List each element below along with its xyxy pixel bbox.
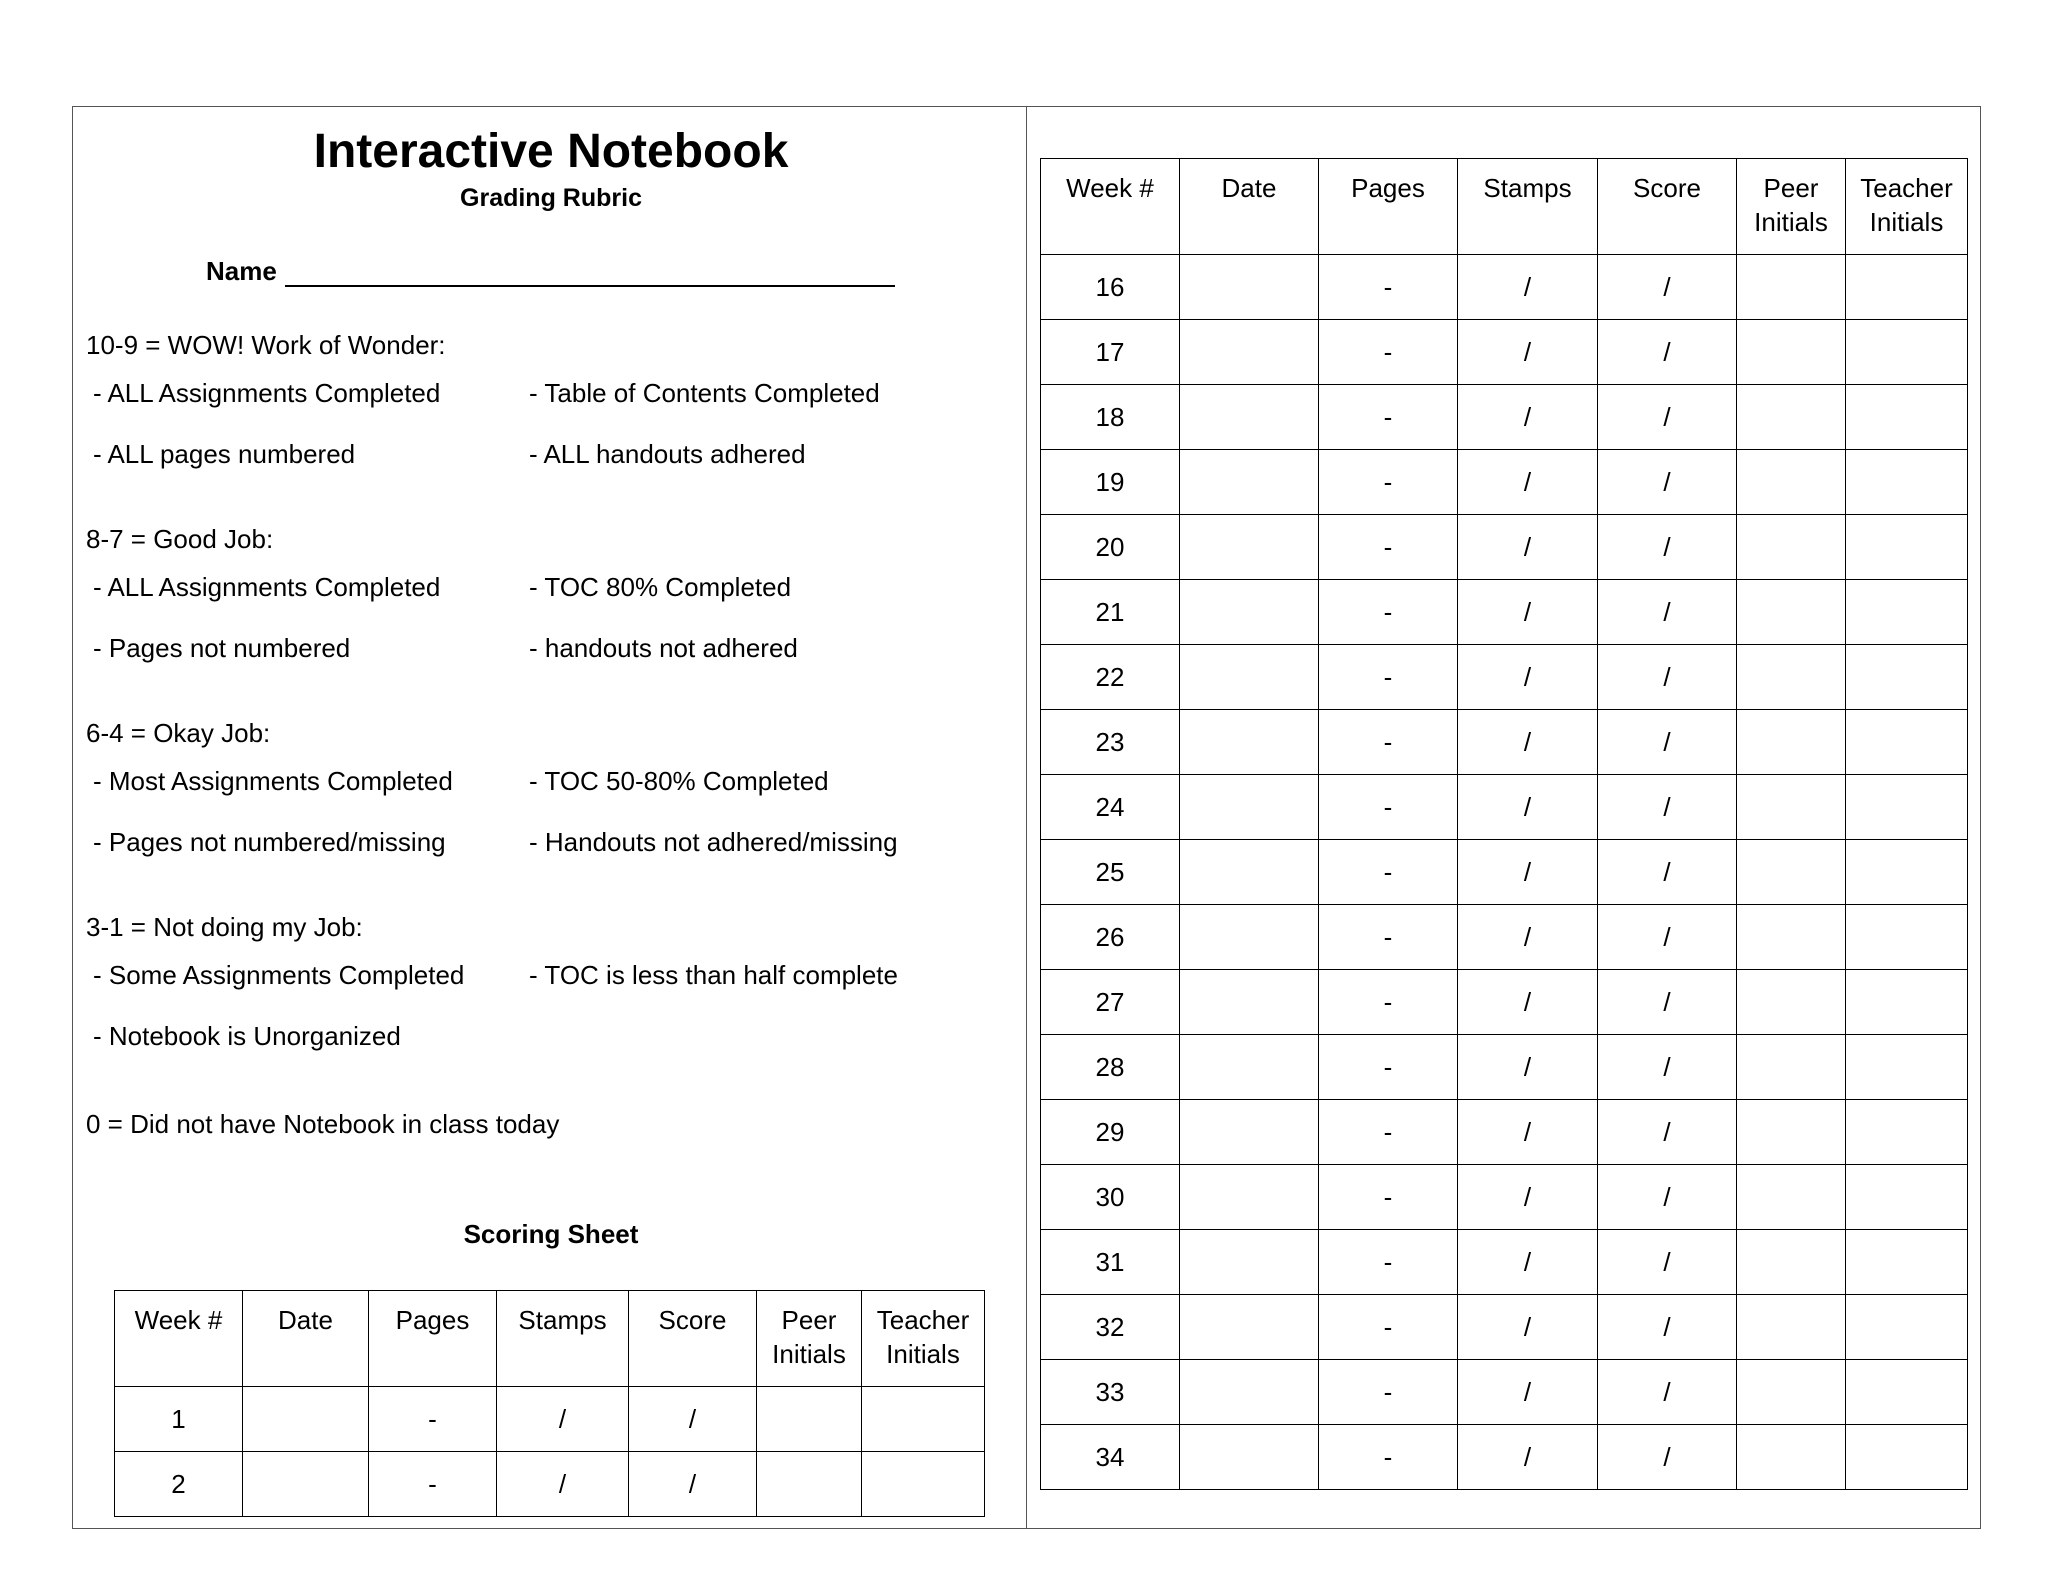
score-cell: / bbox=[1598, 450, 1737, 515]
score-cell: / bbox=[1598, 580, 1737, 645]
stamps-cell: / bbox=[1458, 1100, 1598, 1165]
date-cell[interactable] bbox=[1180, 320, 1319, 385]
name-row bbox=[206, 256, 895, 287]
date-cell[interactable] bbox=[1180, 905, 1319, 970]
peer-initials-cell[interactable] bbox=[1737, 1100, 1846, 1165]
table-row bbox=[1041, 385, 1968, 450]
teacher-initials-cell[interactable] bbox=[1846, 385, 1968, 450]
pages-cell: - bbox=[1319, 1295, 1458, 1360]
table-row bbox=[1041, 1035, 1968, 1100]
pages-cell: - bbox=[369, 1387, 497, 1452]
score-cell: / bbox=[1598, 515, 1737, 580]
table-row bbox=[1041, 905, 1968, 970]
date-cell[interactable] bbox=[243, 1452, 369, 1517]
rubric-item: - Most Assignments Completed bbox=[93, 766, 453, 796]
date-cell[interactable] bbox=[1180, 385, 1319, 450]
date-cell[interactable] bbox=[1180, 1230, 1319, 1295]
rubric-item: - TOC 50-80% Completed bbox=[529, 766, 829, 796]
peer-initials-cell[interactable] bbox=[1737, 645, 1846, 710]
teacher-initials-cell[interactable] bbox=[1846, 645, 1968, 710]
table-row bbox=[1041, 840, 1968, 905]
stamps-cell: / bbox=[1458, 1035, 1598, 1100]
rubric-item: - Notebook is Unorganized bbox=[93, 1021, 401, 1051]
date-cell[interactable] bbox=[1180, 255, 1319, 320]
teacher-initials-cell[interactable] bbox=[1846, 320, 1968, 385]
teacher-initials-cell[interactable] bbox=[1846, 840, 1968, 905]
table-row bbox=[1041, 320, 1968, 385]
column-header-stamps: Stamps bbox=[1458, 159, 1598, 255]
score-cell: / bbox=[1598, 775, 1737, 840]
week-cell: 21 bbox=[1041, 580, 1180, 645]
stamps-cell: / bbox=[1458, 515, 1598, 580]
score-cell: / bbox=[1598, 1295, 1737, 1360]
teacher-initials-cell[interactable] bbox=[1846, 255, 1968, 320]
score-cell: / bbox=[1598, 320, 1737, 385]
peer-initials-cell[interactable] bbox=[1737, 1230, 1846, 1295]
teacher-initials-cell[interactable] bbox=[1846, 1165, 1968, 1230]
table-body bbox=[1041, 255, 1968, 1490]
stamps-cell: / bbox=[497, 1387, 629, 1452]
pages-cell: - bbox=[1319, 385, 1458, 450]
table-row bbox=[1041, 645, 1968, 710]
date-cell[interactable] bbox=[243, 1387, 369, 1452]
peer-initials-cell[interactable] bbox=[1737, 385, 1846, 450]
rubric-item: - handouts not adhered bbox=[529, 633, 798, 663]
peer-initials-cell[interactable] bbox=[1737, 1295, 1846, 1360]
week-cell: 25 bbox=[1041, 840, 1180, 905]
scoring-table-right bbox=[1040, 158, 1968, 1490]
teacher-initials-cell[interactable] bbox=[1846, 970, 1968, 1035]
rubric-item: - ALL pages numbered bbox=[93, 439, 356, 469]
column-header-week: Week # bbox=[115, 1291, 243, 1387]
teacher-initials-cell[interactable] bbox=[1846, 580, 1968, 645]
score-cell: / bbox=[1598, 385, 1737, 450]
teacher-initials-cell[interactable] bbox=[1846, 450, 1968, 515]
peer-initials-cell[interactable] bbox=[1737, 970, 1846, 1035]
scoring-sheet-title: Scoring Sheet bbox=[463, 1219, 639, 1249]
score-cell: / bbox=[1598, 970, 1737, 1035]
stamps-cell: / bbox=[1458, 710, 1598, 775]
date-cell[interactable] bbox=[1180, 1100, 1319, 1165]
table-row bbox=[1041, 1100, 1968, 1165]
rubric-heading: 8-7 = Good Job: bbox=[86, 524, 274, 554]
pages-cell: - bbox=[1319, 1100, 1458, 1165]
stamps-cell: / bbox=[1458, 970, 1598, 1035]
teacher-initials-cell[interactable] bbox=[1846, 1425, 1968, 1490]
week-cell: 23 bbox=[1041, 710, 1180, 775]
peer-initials-cell[interactable] bbox=[1737, 320, 1846, 385]
date-cell[interactable] bbox=[1180, 1425, 1319, 1490]
table-row bbox=[1041, 1295, 1968, 1360]
rubric-item: - ALL Assignments Completed bbox=[93, 378, 441, 408]
week-cell: 22 bbox=[1041, 645, 1180, 710]
peer-initials-cell[interactable] bbox=[1737, 580, 1846, 645]
rubric-item: - TOC is less than half complete bbox=[529, 960, 898, 990]
pages-cell: - bbox=[1319, 515, 1458, 580]
column-header-week: Week # bbox=[1041, 159, 1180, 255]
table-body bbox=[115, 1387, 985, 1517]
stamps-cell: / bbox=[1458, 1425, 1598, 1490]
teacher-initials-cell[interactable] bbox=[1846, 1100, 1968, 1165]
table-row bbox=[1041, 1165, 1968, 1230]
rubric-heading: 6-4 = Okay Job: bbox=[86, 718, 271, 748]
week-cell: 32 bbox=[1041, 1295, 1180, 1360]
score-cell: / bbox=[1598, 255, 1737, 320]
column-header-peer-initials: Peer Initials bbox=[757, 1291, 862, 1387]
date-cell[interactable] bbox=[1180, 450, 1319, 515]
zero-score-line: 0 = Did not have Notebook in class today bbox=[86, 1109, 560, 1139]
peer-initials-cell[interactable] bbox=[1737, 1035, 1846, 1100]
teacher-initials-cell[interactable] bbox=[1846, 905, 1968, 970]
column-header-pages: Pages bbox=[1319, 159, 1458, 255]
score-cell: / bbox=[1598, 1165, 1737, 1230]
column-header-peer-initials: Peer Initials bbox=[1737, 159, 1846, 255]
date-cell[interactable] bbox=[1180, 1165, 1319, 1230]
table-row bbox=[1041, 580, 1968, 645]
stamps-cell: / bbox=[1458, 1230, 1598, 1295]
date-cell[interactable] bbox=[1180, 515, 1319, 580]
rubric-item: - Pages not numbered/missing bbox=[93, 827, 446, 857]
table-row bbox=[1041, 450, 1968, 515]
rubric-heading: 3-1 = Not doing my Job: bbox=[86, 912, 363, 942]
column-header-score: Score bbox=[629, 1291, 757, 1387]
table-row bbox=[1041, 255, 1968, 320]
date-cell[interactable] bbox=[1180, 1035, 1319, 1100]
date-cell[interactable] bbox=[1180, 1295, 1319, 1360]
peer-initials-cell[interactable] bbox=[1737, 905, 1846, 970]
score-cell: / bbox=[1598, 1100, 1737, 1165]
pages-cell: - bbox=[369, 1452, 497, 1517]
teacher-initials-cell[interactable] bbox=[1846, 515, 1968, 580]
teacher-initials-cell[interactable] bbox=[1846, 1230, 1968, 1295]
week-cell: 34 bbox=[1041, 1425, 1180, 1490]
column-header-teacher-initials: Teacher Initials bbox=[1846, 159, 1968, 255]
pages-cell: - bbox=[1319, 840, 1458, 905]
week-cell: 1 bbox=[115, 1387, 243, 1452]
teacher-initials-cell[interactable] bbox=[862, 1452, 985, 1517]
date-cell[interactable] bbox=[1180, 840, 1319, 905]
table-row bbox=[1041, 775, 1968, 840]
column-header-date: Date bbox=[243, 1291, 369, 1387]
peer-initials-cell[interactable] bbox=[1737, 710, 1846, 775]
peer-initials-cell[interactable] bbox=[1737, 840, 1846, 905]
teacher-initials-cell[interactable] bbox=[1846, 775, 1968, 840]
week-cell: 24 bbox=[1041, 775, 1180, 840]
pages-cell: - bbox=[1319, 1230, 1458, 1295]
teacher-initials-cell[interactable] bbox=[1846, 1360, 1968, 1425]
pages-cell: - bbox=[1319, 255, 1458, 320]
week-cell: 19 bbox=[1041, 450, 1180, 515]
score-cell: / bbox=[1598, 840, 1737, 905]
column-header-teacher-initials: Teacher Initials bbox=[862, 1291, 985, 1387]
score-cell: / bbox=[1598, 1035, 1737, 1100]
date-cell[interactable] bbox=[1180, 1360, 1319, 1425]
column-header-score: Score bbox=[1598, 159, 1737, 255]
column-header-stamps: Stamps bbox=[497, 1291, 629, 1387]
table-row bbox=[115, 1387, 985, 1452]
week-cell: 18 bbox=[1041, 385, 1180, 450]
week-cell: 26 bbox=[1041, 905, 1180, 970]
pages-cell: - bbox=[1319, 775, 1458, 840]
peer-initials-cell[interactable] bbox=[1737, 775, 1846, 840]
stamps-cell: / bbox=[1458, 905, 1598, 970]
table-row bbox=[1041, 515, 1968, 580]
week-cell: 30 bbox=[1041, 1165, 1180, 1230]
date-cell[interactable] bbox=[1180, 710, 1319, 775]
stamps-cell: / bbox=[1458, 450, 1598, 515]
stamps-cell: / bbox=[1458, 775, 1598, 840]
date-cell[interactable] bbox=[1180, 775, 1319, 840]
peer-initials-cell[interactable] bbox=[1737, 450, 1846, 515]
score-cell: / bbox=[1598, 710, 1737, 775]
pages-cell: - bbox=[1319, 970, 1458, 1035]
date-cell[interactable] bbox=[1180, 970, 1319, 1035]
teacher-initials-cell[interactable] bbox=[862, 1387, 985, 1452]
table-header-row bbox=[115, 1291, 985, 1387]
page-divider bbox=[1026, 106, 1027, 1529]
date-cell[interactable] bbox=[1180, 645, 1319, 710]
name-field[interactable] bbox=[285, 257, 895, 287]
table-row bbox=[1041, 970, 1968, 1035]
score-cell: / bbox=[1598, 645, 1737, 710]
score-cell: / bbox=[1598, 1360, 1737, 1425]
pages-cell: - bbox=[1319, 645, 1458, 710]
stamps-cell: / bbox=[1458, 1165, 1598, 1230]
stamps-cell: / bbox=[497, 1452, 629, 1517]
pages-cell: - bbox=[1319, 320, 1458, 385]
week-cell: 31 bbox=[1041, 1230, 1180, 1295]
week-cell: 17 bbox=[1041, 320, 1180, 385]
date-cell[interactable] bbox=[1180, 580, 1319, 645]
pages-cell: - bbox=[1319, 450, 1458, 515]
table-row bbox=[1041, 1425, 1968, 1490]
page-title: Interactive Notebook bbox=[313, 125, 789, 178]
rubric-item: - ALL Assignments Completed bbox=[93, 572, 441, 602]
peer-initials-cell[interactable] bbox=[1737, 255, 1846, 320]
score-cell: / bbox=[1598, 1425, 1737, 1490]
pages-cell: - bbox=[1319, 1425, 1458, 1490]
rubric-item: - Handouts not adhered/missing bbox=[529, 827, 898, 857]
peer-initials-cell[interactable] bbox=[757, 1387, 862, 1452]
stamps-cell: / bbox=[1458, 580, 1598, 645]
table-header-row bbox=[1041, 159, 1968, 255]
stamps-cell: / bbox=[1458, 1360, 1598, 1425]
week-cell: 28 bbox=[1041, 1035, 1180, 1100]
column-header-date: Date bbox=[1180, 159, 1319, 255]
peer-initials-cell[interactable] bbox=[1737, 1360, 1846, 1425]
teacher-initials-cell[interactable] bbox=[1846, 1035, 1968, 1100]
table-row bbox=[1041, 1230, 1968, 1295]
pages-cell: - bbox=[1319, 1035, 1458, 1100]
table-row bbox=[115, 1452, 985, 1517]
table-row bbox=[1041, 710, 1968, 775]
teacher-initials-cell[interactable] bbox=[1846, 1295, 1968, 1360]
column-header-pages: Pages bbox=[369, 1291, 497, 1387]
rubric-item: - ALL handouts adhered bbox=[529, 439, 806, 469]
score-cell: / bbox=[629, 1387, 757, 1452]
week-cell: 20 bbox=[1041, 515, 1180, 580]
rubric-item: - Pages not numbered bbox=[93, 633, 351, 663]
table-row bbox=[1041, 1360, 1968, 1425]
score-cell: / bbox=[1598, 905, 1737, 970]
name-label: Name bbox=[206, 256, 277, 286]
peer-initials-cell[interactable] bbox=[1737, 515, 1846, 580]
rubric-item: - Some Assignments Completed bbox=[93, 960, 465, 990]
week-cell: 27 bbox=[1041, 970, 1180, 1035]
stamps-cell: / bbox=[1458, 1295, 1598, 1360]
pages-cell: - bbox=[1319, 1165, 1458, 1230]
stamps-cell: / bbox=[1458, 840, 1598, 905]
scoring-table-left bbox=[114, 1290, 985, 1517]
page-subtitle: Grading Rubric bbox=[460, 184, 642, 212]
score-cell: / bbox=[629, 1452, 757, 1517]
peer-initials-cell[interactable] bbox=[757, 1452, 862, 1517]
pages-cell: - bbox=[1319, 580, 1458, 645]
pages-cell: - bbox=[1319, 710, 1458, 775]
stamps-cell: / bbox=[1458, 385, 1598, 450]
pages-cell: - bbox=[1319, 1360, 1458, 1425]
week-cell: 29 bbox=[1041, 1100, 1180, 1165]
week-cell: 33 bbox=[1041, 1360, 1180, 1425]
stamps-cell: / bbox=[1458, 255, 1598, 320]
pages-cell: - bbox=[1319, 905, 1458, 970]
peer-initials-cell[interactable] bbox=[1737, 1425, 1846, 1490]
week-cell: 16 bbox=[1041, 255, 1180, 320]
score-cell: / bbox=[1598, 1230, 1737, 1295]
rubric-item: - Table of Contents Completed bbox=[529, 378, 880, 408]
teacher-initials-cell[interactable] bbox=[1846, 710, 1968, 775]
week-cell: 2 bbox=[115, 1452, 243, 1517]
rubric-heading: 10-9 = WOW! Work of Wonder: bbox=[86, 330, 446, 360]
stamps-cell: / bbox=[1458, 320, 1598, 385]
stamps-cell: / bbox=[1458, 645, 1598, 710]
rubric-item: - TOC 80% Completed bbox=[529, 572, 792, 602]
peer-initials-cell[interactable] bbox=[1737, 1165, 1846, 1230]
